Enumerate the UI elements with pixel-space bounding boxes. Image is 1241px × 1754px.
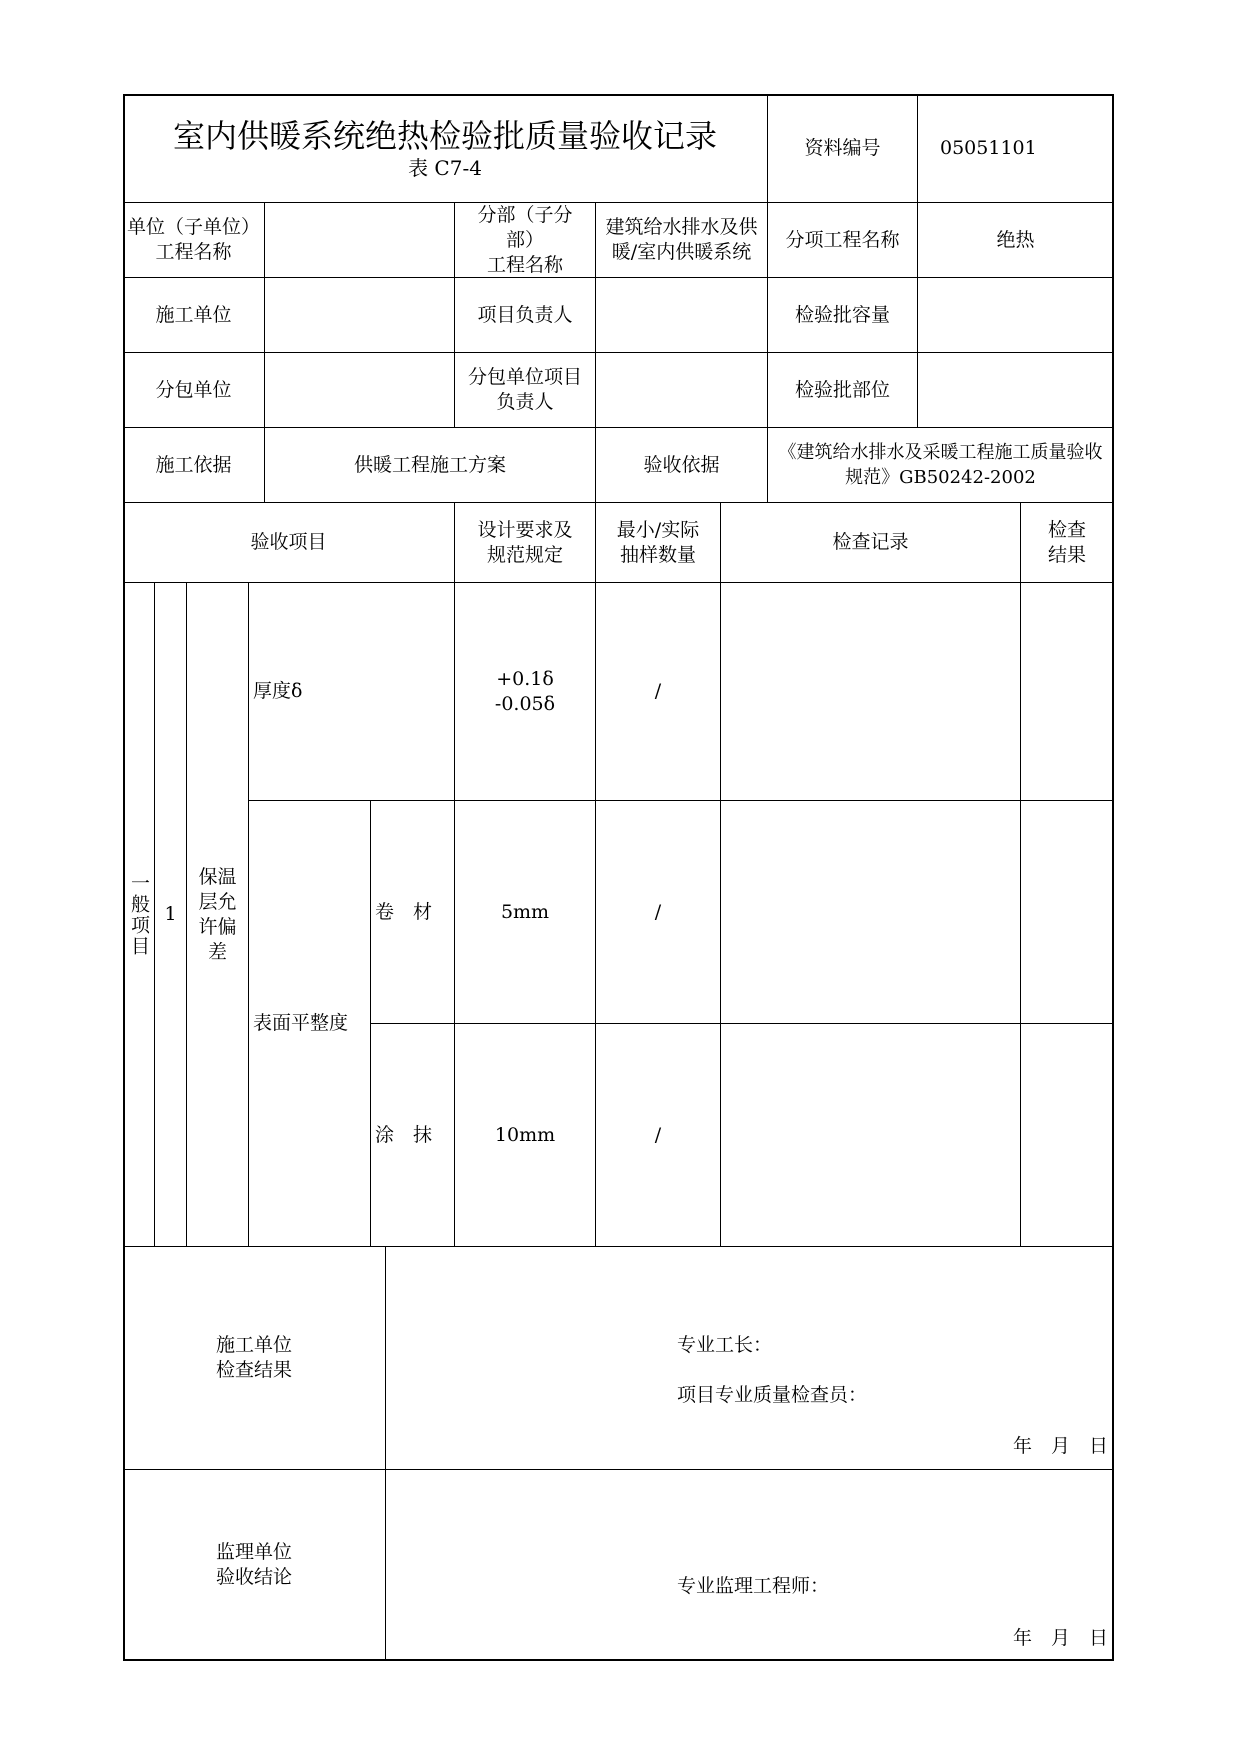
roll-result[interactable] [1021,801,1114,1024]
doc-no-label: 资料编号 [768,94,918,203]
item-name: 保温层允许偏差 [187,583,249,1247]
roll-requirement: 5mm [455,801,596,1024]
batch-location-label: 检验批部位 [768,353,918,428]
division-name-label: 分部（子分部） 工程名称 [455,203,596,278]
contractor-date: 年 月 日 [1013,1435,1109,1457]
roll-sample: / [596,801,721,1024]
coat-result[interactable] [1021,1024,1114,1247]
construction-basis-label: 施工依据 [123,428,265,503]
row-no: 1 [155,583,187,1247]
coat-sample: / [596,1024,721,1247]
project-manager-label: 项目负责人 [455,278,596,353]
supervisor-conclusion-area[interactable] [386,1470,1114,1661]
form-title: 室内供暖系统绝热检验批质量验收记录 [172,117,717,155]
sub-pm-value [596,353,768,428]
contractor-check-area[interactable] [386,1247,1114,1470]
form-title-cell [123,94,768,203]
supervisor-date: 年 月 日 [1013,1627,1109,1649]
thickness-label: 厚度δ [249,583,455,801]
qc-inspector-label: 项目专业质量检查员： [677,1384,868,1406]
col-header-item: 验收项目 [123,503,455,583]
supervisor-engineer-label: 专业监理工程师： [677,1575,830,1597]
col-header-result: 检查 结果 [1021,503,1114,583]
col-header-record: 检查记录 [721,503,1021,583]
flatness-label: 表面平整度 [249,801,371,1247]
roll-label: 卷 材 [371,801,455,1024]
subitem-name-label: 分项工程名称 [768,203,918,278]
batch-capacity-value [918,278,1114,353]
coat-requirement: 10mm [455,1024,596,1247]
coat-record[interactable] [721,1024,1021,1247]
contractor-check-label: 施工单位 检查结果 [123,1247,386,1470]
category-label: 一般项目 [128,872,150,957]
acceptance-basis-value: 《建筑给水排水及采暖工程施工质量验收规范》GB50242-2002 [768,428,1114,503]
contractor-value [265,278,455,353]
col-header-sample: 最小/实际 抽样数量 [596,503,721,583]
col-header-design: 设计要求及 规范规定 [455,503,596,583]
category-cell [123,583,155,1247]
batch-capacity-label: 检验批容量 [768,278,918,353]
unit-name-value [265,203,455,278]
subitem-name-value: 绝热 [918,203,1114,278]
project-manager-value [596,278,768,353]
foreman-label: 专业工长： [677,1334,773,1356]
construction-basis-value: 供暖工程施工方案 [265,428,596,503]
roll-record[interactable] [721,801,1021,1024]
subcontractor-label: 分包单位 [123,353,265,428]
supervisor-conclusion-label: 监理单位 验收结论 [123,1470,386,1661]
coat-label: 涂 抹 [371,1024,455,1247]
thickness-requirement: +0.1δ -0.05δ [455,583,596,801]
thickness-record[interactable] [721,583,1021,801]
sub-pm-label: 分包单位项目 负责人 [455,353,596,428]
thickness-result[interactable] [1021,583,1114,801]
thickness-sample: / [596,583,721,801]
contractor-label: 施工单位 [123,278,265,353]
doc-no-value: 05051101 [918,94,1114,203]
subcontractor-value [265,353,455,428]
form-subtitle: 表 C7-4 [408,156,482,180]
division-name-value: 建筑给水排水及供暖/室内供暖系统 [596,203,768,278]
acceptance-basis-label: 验收依据 [596,428,768,503]
batch-location-value [918,353,1114,428]
unit-name-label: 单位（子单位） 工程名称 [123,203,265,278]
